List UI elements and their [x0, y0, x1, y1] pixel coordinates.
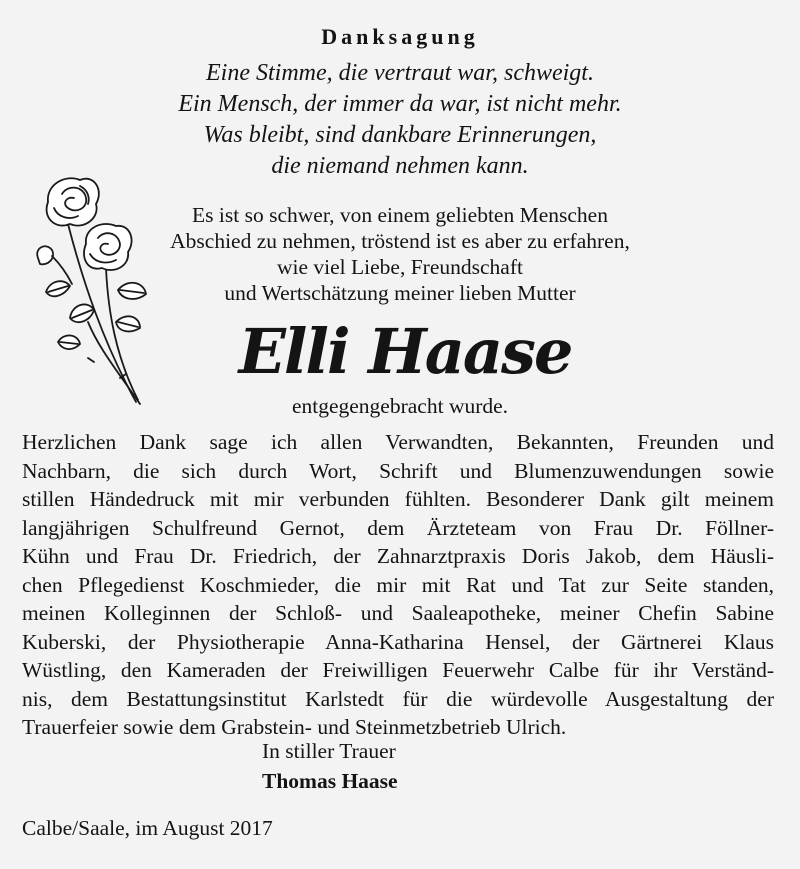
body-line: Trauerfeier sowie dem Grabstein- und Steinmetzbetrieb Ulrich.	[22, 715, 567, 739]
body-line: Nachbarn, die sich durch Wort, Schrift und Blumenzuwendungen sowie	[22, 458, 774, 483]
body-line: nis, dem Bestattungsinstitut Karlstedt für die würdevolle Ausgestaltung der	[22, 686, 774, 711]
body-line: Herzlichen Dank sage ich allen Verwandten, Bekannten, Freunden und	[22, 430, 774, 454]
intro-line: und Wertschätzung meiner lieben Mutter	[224, 281, 576, 305]
intro-line: Abschied zu nehmen, tröstend ist es aber zu erfahren,	[170, 229, 630, 253]
body-line: chen Pflegedienst Koschmieder, die mir mit Rat und Tat zur Seite standen,	[22, 572, 774, 597]
body-line: langjährigen Schulfreund Gernot, dem Ärzteteam von Frau Dr. Föllner-	[22, 515, 774, 540]
heading: Danksagung	[321, 24, 479, 49]
body-line: stillen Händedruck mit mir verbunden fühlten. Besonderer Dank gilt meinem	[22, 487, 774, 511]
poem-line: Was bleibt, sind dankbare Erinnerungen,	[203, 122, 597, 148]
place-date: Calbe/Saale, im August 2017	[22, 816, 273, 840]
body-text	[22, 428, 774, 742]
deceased-name: Elli Haase	[238, 315, 572, 388]
body-line: Kühn und Frau Dr. Friedrich, der Zahnarztpraxis Doris Jakob, dem Häusli-	[22, 544, 774, 568]
signature	[262, 736, 398, 796]
signature-name: Thomas Haase	[262, 769, 398, 793]
body-line: Wüstling, den Kameraden der Freiwilligen Feuerwehr Calbe für ihr Verständ-	[22, 658, 774, 682]
intro-line: wie viel Liebe, Freundschaft	[277, 255, 523, 279]
poem-line: Ein Mensch, der immer da war, ist nicht mehr.	[178, 91, 622, 117]
poem-line: Eine Stimme, die vertraut war, schweigt.	[206, 60, 594, 86]
signature-line: In stiller Trauer	[262, 739, 396, 763]
poem-line: die niemand nehmen kann.	[271, 153, 529, 179]
body-line: meinen Kolleginnen der Schloß- und Saaleapotheke, meiner Chefin Sabine	[22, 601, 774, 625]
poem	[0, 58, 800, 182]
body-line: Kuberski, der Physiotherapie Anna-Katharina Hensel, der Gärtnerei Klaus	[22, 629, 774, 654]
intro-line: Es ist so schwer, von einem geliebten Menschen	[192, 203, 608, 227]
after-name-text: entgegengebracht wurde.	[291, 394, 509, 418]
intro-text	[0, 202, 800, 306]
